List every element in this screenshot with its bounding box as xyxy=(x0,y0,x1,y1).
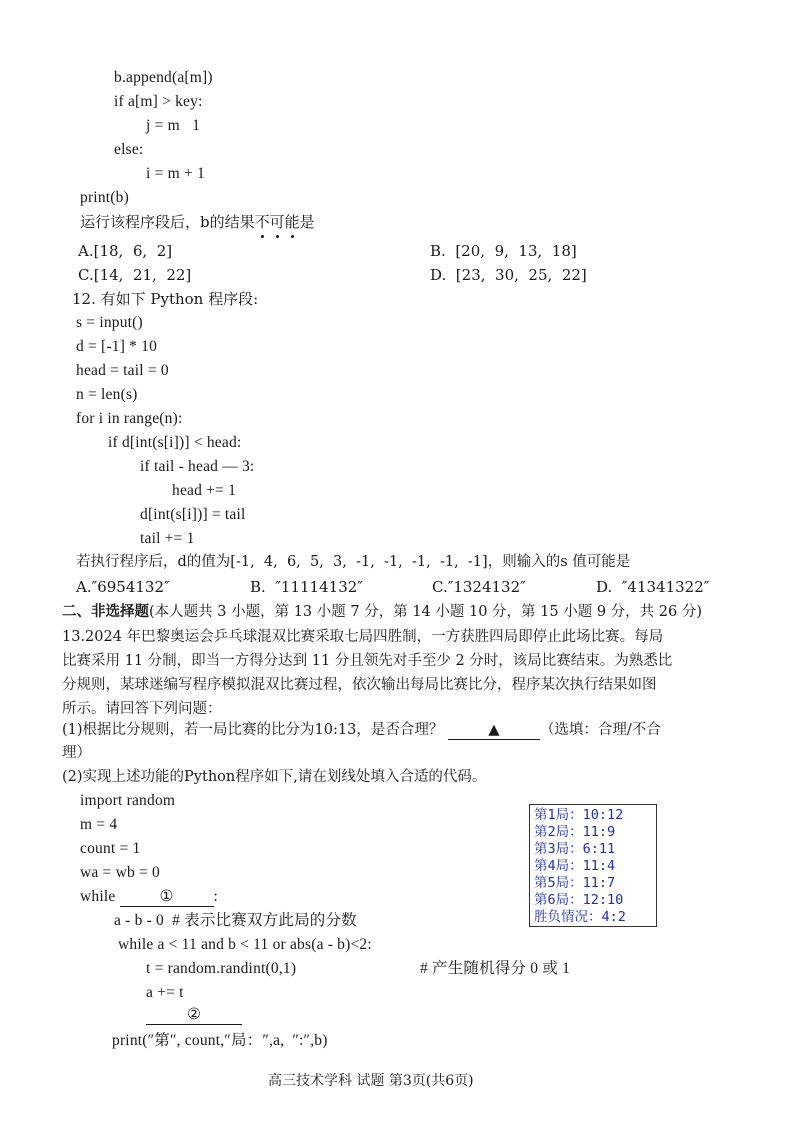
output-line: 第3局：6:11 xyxy=(534,841,616,857)
q12-stem: 12. 有如下 Python 程序段: xyxy=(72,290,259,308)
output-line: 第6局：12:10 xyxy=(534,892,624,908)
q12-option-b: B. ″11114132″ xyxy=(250,578,363,596)
code-line: s = input() xyxy=(76,314,143,331)
code-line: if d[int(s[i])] < head: xyxy=(108,434,242,451)
q12-question: 若执行程序后，d的值为[-1, 4, 6, 5, 3, -1, -1, -1, -1, -1]，则输入的s 值可能是 xyxy=(76,554,631,570)
output-line: 第2局：11:9 xyxy=(534,824,616,840)
code-line: else: xyxy=(114,141,144,158)
q12-option-a: A.″6954132″ xyxy=(76,578,170,596)
output-line: 第1局：10:12 xyxy=(534,807,624,823)
q13-line: 比赛采用 11 分制，即当一方得分达到 11 分且领先对手至少 2 分时，该局比赛结束。为熟悉比 xyxy=(62,653,673,669)
code-line: while a < 11 and b < 11 or abs(a - b)<2: xyxy=(118,936,372,953)
code-line: d[int(s[i])] = tail xyxy=(140,506,246,523)
code-line: import random xyxy=(80,792,176,809)
code-line: m = 4 xyxy=(80,816,118,833)
q11-option-d: D. [23, 30, 25, 22] xyxy=(430,266,587,284)
blank-2[interactable]: ② xyxy=(146,1006,242,1025)
code-line: j = m 1 xyxy=(146,117,201,134)
code-line: while ① : xyxy=(80,888,219,905)
code-line: t = random.randint(0,1) xyxy=(146,960,297,977)
code-line: head = tail = 0 xyxy=(76,362,169,379)
output-line: 第5局：11:7 xyxy=(534,875,616,891)
q13-line: 13.2024 年巴黎奥运会乒乓球混双比赛采取七局四胜制，一方获胜四局即停止此场比赛。每局 xyxy=(62,629,664,645)
q13-part1: (1)根据比分规则，若一局比赛的比分为10:13，是否合理？ ▲ （选填：合理/不合 xyxy=(62,722,661,738)
page-footer: 高三技术学科 试题 第3页(共6页) xyxy=(268,1073,474,1089)
blank-1[interactable]: ① xyxy=(120,888,214,907)
code-line: a - b - 0 # 表示比赛双方此局的分数 xyxy=(114,912,357,929)
q11-option-b: B. [20, 9, 13, 18] xyxy=(430,242,577,260)
code-comment: # 产生随机得分 0 或 1 xyxy=(420,960,571,977)
program-output-panel xyxy=(529,804,657,927)
q13-line: 分规则，某球迷编写程序模拟混双比赛过程，依次输出每局比赛比分，程序某次执行结果如图 xyxy=(62,677,657,693)
q12-option-c: C.″1324132″ xyxy=(432,578,526,596)
q12-option-d: D. ″41341322″ xyxy=(596,578,710,596)
code-line: b.append(a[m]) xyxy=(114,69,213,86)
code-line: for i in range(n): xyxy=(76,410,183,427)
code-line: wa = wb = 0 xyxy=(80,864,160,881)
code-line: a += t xyxy=(146,984,184,1001)
code-line xyxy=(146,1004,242,1026)
code-line: tail += 1 xyxy=(140,530,195,547)
code-line: head += 1 xyxy=(172,482,237,499)
code-line: if tail - head — 3: xyxy=(140,458,255,475)
q13-line: 所示。请回答下列问题： xyxy=(62,701,222,717)
q11-option-a: A.[18, 6, 2] xyxy=(78,242,173,260)
output-line: 第4局：11:4 xyxy=(534,858,616,874)
q11-option-c: C.[14, 21, 22] xyxy=(78,266,192,284)
code-line: print(″第″, count,″局：″,a, ″:″,b) xyxy=(112,1032,328,1049)
q13-part2: (2)实现上述功能的Python程序如下,请在划线处填入合适的代码。 xyxy=(62,769,487,785)
section-heading: 二、非选择题(本人题共 3 小题，第 13 小题 7 分，第 14 小题 10 分，第 15 小题 9 分，共 26 分) xyxy=(62,603,702,620)
q13-part1-end: 理） xyxy=(62,745,91,761)
answer-blank[interactable]: ▲ xyxy=(448,721,540,740)
code-line: d = [-1] * 10 xyxy=(76,338,158,355)
code-line: if a[m] > key: xyxy=(114,93,203,110)
code-line: count = 1 xyxy=(80,840,141,857)
emphasis-text: 不可能 xyxy=(255,213,300,231)
output-line: 胜负情况：4:2 xyxy=(534,909,626,925)
q11-stem: 运行该程序段后，b的结果不可能 是 xyxy=(80,211,315,233)
code-line: print(b) xyxy=(80,189,129,206)
code-line: n = len(s) xyxy=(76,386,138,403)
code-line: i = m + 1 xyxy=(146,165,205,182)
